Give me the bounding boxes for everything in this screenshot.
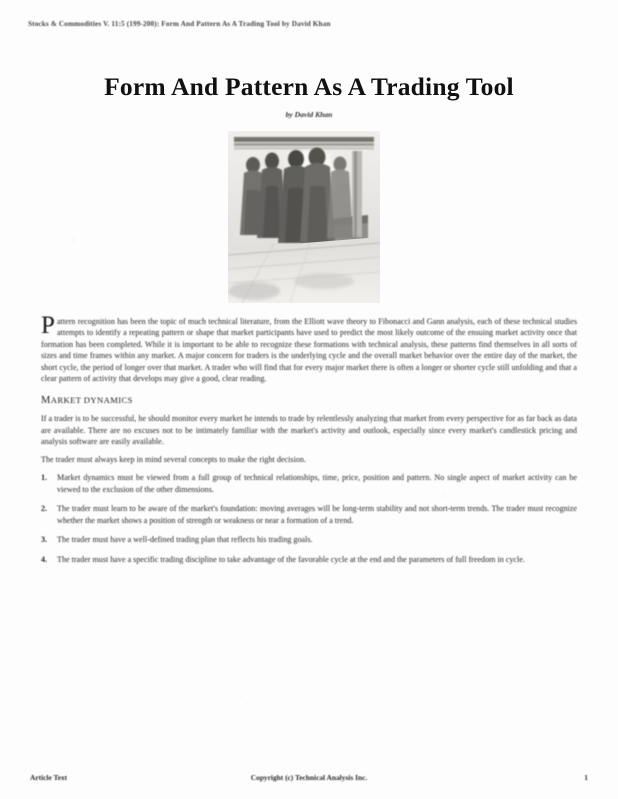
- list-item-marker: 4.: [41, 555, 48, 565]
- list-item-marker: 1.: [41, 473, 48, 483]
- section-paragraph-1: If a trader is to be successful, he should monitor every market he intends to trade by relentlessly analyzing that market from every perspective for as far back as data are available. There are no excuses not to be intimately familiar with the market's activity and outlook, especially since every market's candlestick pricing and analysis software are easily available.: [41, 414, 577, 447]
- page-title: Form And Pattern As A Trading Tool: [104, 72, 514, 101]
- list-item: [41, 503, 577, 526]
- running-header: Stocks & Commodities V. 11:5 (199-200): Form And Pattern As A Trading Tool by David Khan: [28, 20, 331, 28]
- section-heading: [41, 395, 577, 406]
- footer-left: Article Text: [30, 773, 68, 782]
- list-item-text: The trader must have a well-defined trading plan that reflects his trading goals.: [57, 535, 313, 545]
- list-item-marker: 2.: [41, 504, 48, 514]
- list-item-text: Market dynamics must be viewed from a full group of technical relationships, time, price, position and pattern. No single aspect of market activity can be viewed to the exclusion of the other dimensions.: [57, 473, 577, 494]
- lead-paragraph: [41, 312, 577, 384]
- list-item: [41, 472, 577, 495]
- page-footer: [30, 773, 588, 782]
- section-paragraph-2: The trader must always keep in mind several concepts to make the right decision.: [41, 454, 307, 464]
- list-item-text: The trader must learn to be aware of the market's foundation: moving averages will be long-term stability and not short-term trends. The trader must recognize whether the market shows a position of strength or weakness or near a formation of a trend.: [57, 504, 577, 525]
- illustration-artwork: [228, 131, 380, 303]
- section-heading-rest: ARKET DYNAMICS: [50, 395, 133, 406]
- byline: by David Khan: [285, 110, 333, 119]
- list-item-text: The trader must have a specific trading discipline to take advantage of the favorable cycle at the end and the parameters of full freedom in cycle.: [57, 555, 525, 565]
- drop-cap: P: [41, 312, 55, 339]
- lead-paragraph-text: attern recognition has been the topic of much technical literature, from the Elliott wave theory to Fibonacci and Gann analysis, each of these technical studies attempts to identify a repeating pattern or shape that market participants have used to predict the most likely outcome of the ensuing market activity once that formation has been completed. While it is important to be able to recognize these formations with technical analysis, these patterns find themselves in all sorts of sizes and time frames within any market. A major concern for traders is the underlying cycle and the overall market behavior over the entire day of the market, the short cycle, the period of longer over that market. A trader who will find that for every major market there is often a longer or shorter cycle still unfolding and that a clear pattern of activity that develops may give a good, clear reading.: [41, 317, 577, 384]
- list-item: [41, 554, 577, 566]
- list-item-marker: 3.: [41, 535, 48, 545]
- article-illustration: [228, 131, 380, 303]
- section-heading-initial: M: [41, 395, 51, 407]
- list-item: [41, 534, 577, 546]
- footer-copyright: Copyright (c) Technical Analysis Inc.: [250, 773, 368, 782]
- numbered-list: [41, 472, 577, 566]
- page-number: 1: [584, 773, 588, 782]
- article-body: [41, 312, 577, 574]
